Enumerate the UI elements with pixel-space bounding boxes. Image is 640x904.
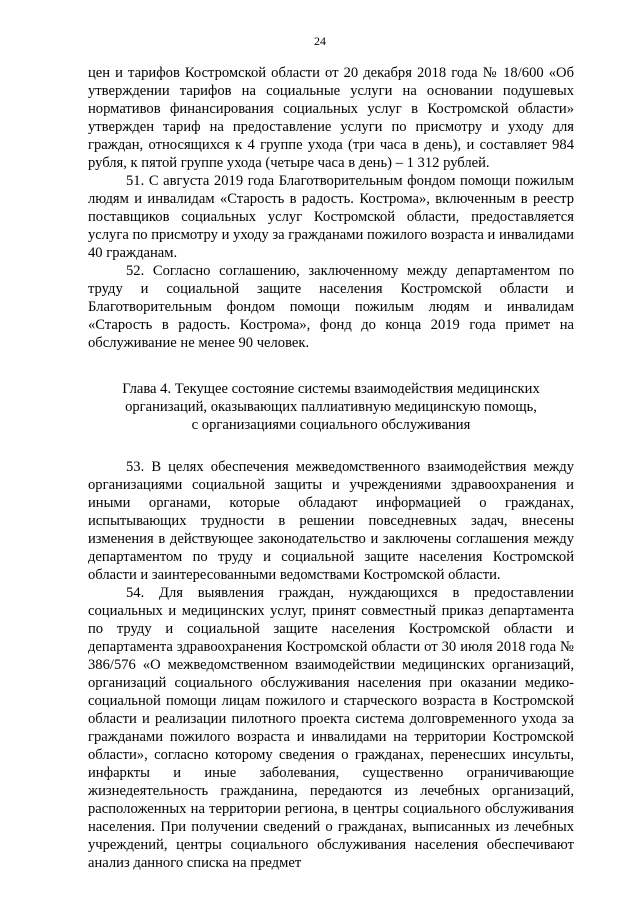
paragraph-52: 52. Согласно соглашению, заключенному между департаментом по труду и социальной защите населения Костромской области и Благотворительным фондом помощи пожилым людям и инвалидам «Старость в радость. Кострома», фонд до конца 2019 года примет на обслуживание не менее 90 человек.: [88, 263, 574, 351]
paragraph-53: 53. В целях обеспечения межведомственного взаимодействия между организациями социальной защиты и учреждениями здравоохранения и иными органами, которые обладают информацией о гражданах, испытывающих трудности в решении повседневных задач, внесены изменения в действующее законодательство и заключены соглашения между департаментом по труду и социальной защите населения Костромской области и заинтересованными ведомствами Костромской области.: [88, 459, 574, 583]
chapter-heading-line-3: с организациями социального обслуживания: [191, 417, 471, 433]
paragraph-continuation: цен и тарифов Костромской области от 20 декабря 2018 года № 18/600 «Об утверждении тарифов на социальные услуги на основании подушевых нормативов финансирования социальных услуг в Костромской области» утвержден тариф на предоставление услуги по присмотру и уходу для граждан, относящихся к 4 группе ухода (три часа в день), и составляет 984 рубля, к пятой группе ухода (четыре часа в день) – 1 312 рублей.: [88, 65, 574, 171]
chapter-heading-line-1: Глава 4. Текущее состояние системы взаимодействия медицинских: [122, 381, 540, 397]
chapter-heading: [88, 380, 574, 434]
paragraph-54: 54. Для выявления граждан, нуждающихся в предоставлении социальных и медицинских услуг, принят совместный приказ департамента по труду и социальной защите населения Костромской области и департамента здравоохранения Костромской области от 30 июля 2018 года № 386/576 «О межведомственном взаимодействии медицинских организаций, организаций социального обслуживания населения при оказании медико-социальной помощи лицам пожилого и старческого возраста в Костромской области и реализации пилотного проекта система долговременного ухода за гражданами пожилого возраста и инвалидами на территории Костромской области», согласно которому сведения о гражданах, перенесших инсульты, инфаркты и иные заболевания, существенно ограничивающие жизнедеятельность гражданина, передаются из лечебных организаций, расположенных на территории региона, в центры социального обслуживания населения. При получении сведений о гражданах, выписанных из лечебных учреждений, центры социального обслуживания населения обеспечивают анализ данного списка на предмет: [88, 585, 574, 871]
paragraph-51: 51. С августа 2019 года Благотворительным фондом помощи пожилым людям и инвалидам «Старость в радость. Кострома», включенным в реестр поставщиков социальных услуг Костромской области, предоставляется услуга по присмотру и уходу за гражданами пожилого возраста и инвалидами 40 гражданам.: [88, 173, 574, 261]
page-number: 24: [314, 34, 326, 48]
document-body: [88, 64, 574, 872]
chapter-heading-line-2: организаций, оказывающих паллиативную медицинскую помощь,: [125, 399, 537, 415]
